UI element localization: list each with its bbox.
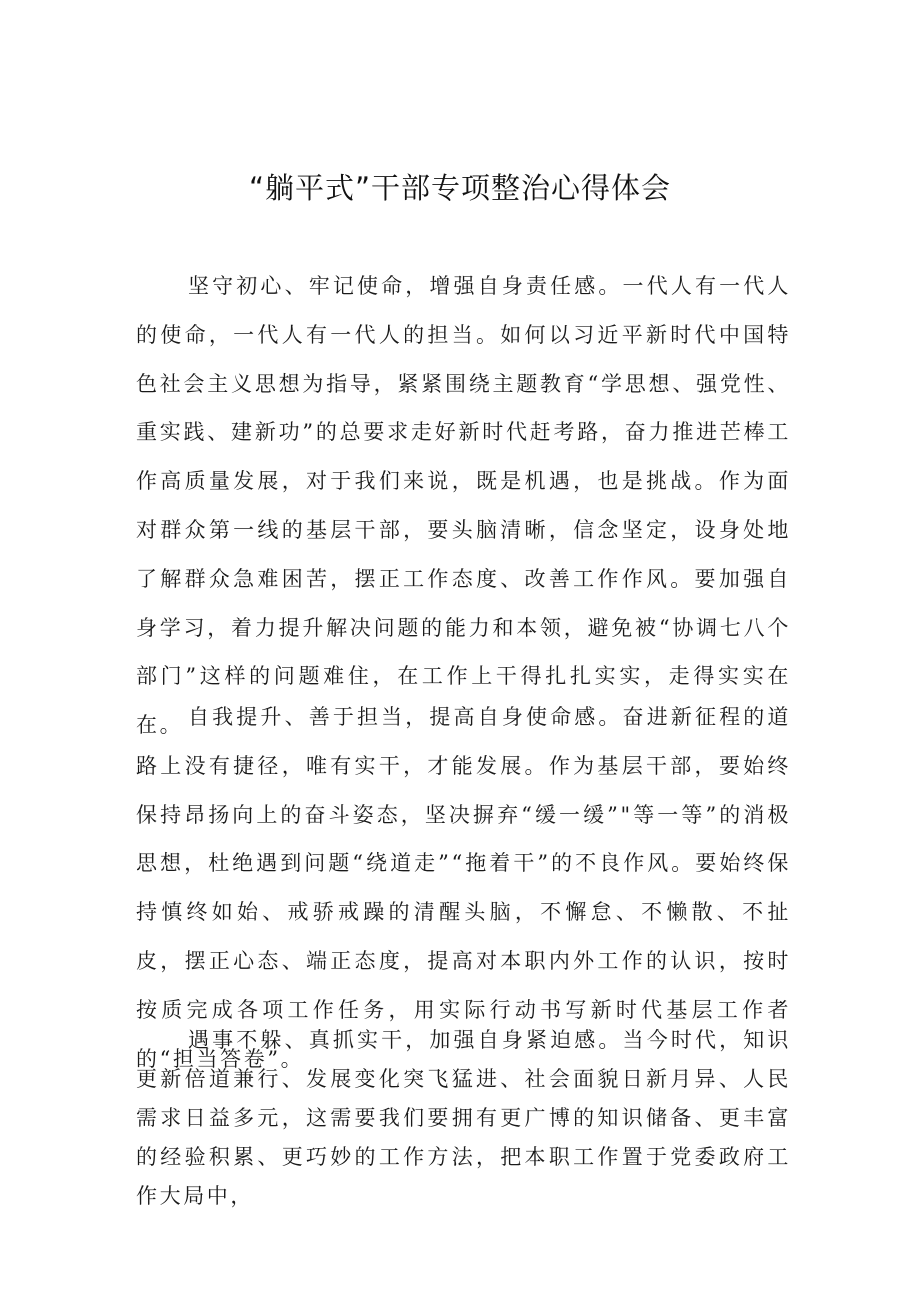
document-title: “躺平式”干部专项整治心得体会 [248, 171, 672, 205]
paragraph-mission: 自我提升、善于担当，提高自身使命感。奋进新征程的道路上没有捷径，唯有实干，才能发展。作为基层干部，要始终保持昂扬向上的奋斗姿态，坚决摒弃“缓一缓”"等一等”的消极思想，杜绝遇到问题“绕道走”“拖着干”的不良作风。要始终保持慎终如始、戒骄戒躁的清醒头脑，不懈怠、不懒散、不扯皮，摆正心态、端正态度，提高对本职内外工作的认识，按时按质完成各项工作任务，用实际行动书写新时代基层工作者的“担当答卷”。 [136, 705, 791, 1071]
paragraph-urgency: 遇事不躲、真抓实干，加强自身紧迫感。当今时代，知识更新倍道兼行、发展变化突飞猛进、社会面貌日新月异、人民需求日益多元，这需要我们要拥有更广博的知识储备、更丰富的经验积累、更巧妙的工作方法，把本职工作置于党委政府工作大局中， [136, 1028, 791, 1208]
paragraph-responsibility: 坚守初心、牢记使命，增强自身责任感。一代人有一代人的使命，一代人有一代人的担当。如何以习近平新时代中国特色社会主义思想为指导，紧紧围绕主题教育“学思想、强党性、重实践、建新功”的总要求走好新时代赶考路，奋力推进芒棒工作高质量发展，对于我们来说，既是机遇，也是挑战。作为面对群众第一线的基层干部，要头脑清晰，信念坚定，设身处地了解群众急难困苦，摆正工作态度、改善工作作风。要加强自身学习，着力提升解决问题的能力和本领，避免被“协调七八个部门”这样的问题难住，在工作上干得扎扎实实，走得实实在在。 [136, 274, 791, 738]
